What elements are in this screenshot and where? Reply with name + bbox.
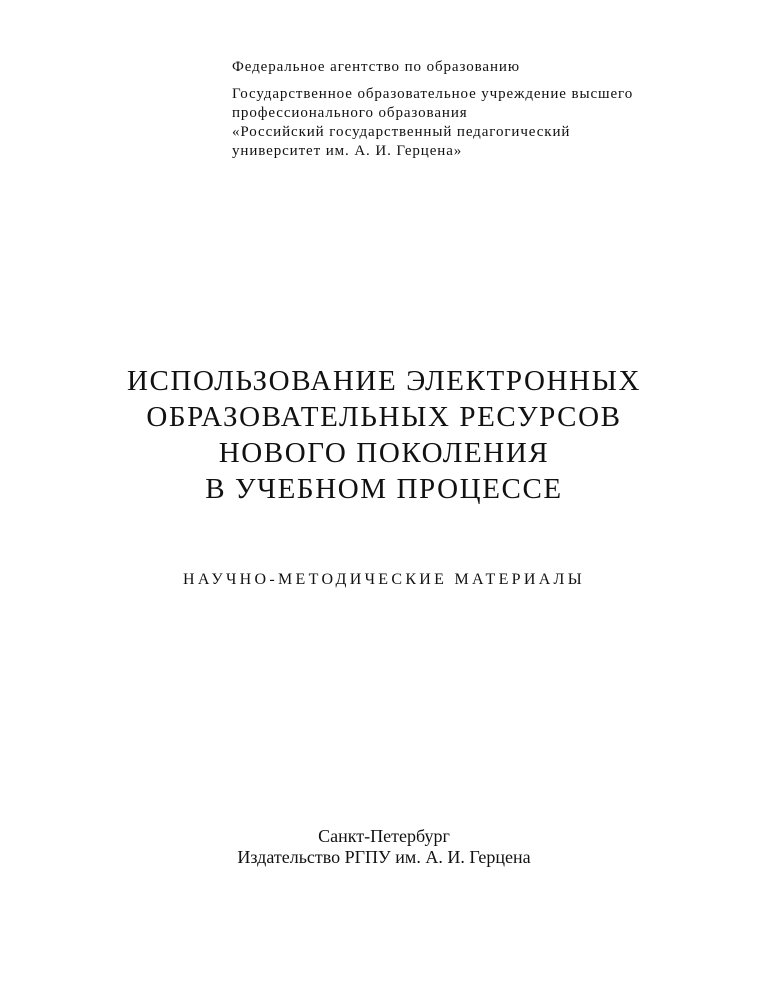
document-title bbox=[0, 363, 768, 507]
publisher-header bbox=[232, 58, 692, 161]
agency-name: Федеральное агентство по образованию bbox=[232, 59, 520, 75]
title-line: ИСПОЛЬЗОВАНИЕ ЭЛЕКТРОННЫХ bbox=[126, 365, 642, 397]
institution-line: Государственное образовательное учреждение высшего bbox=[232, 86, 634, 102]
institution-line: «Российский государственный педагогический bbox=[232, 124, 571, 140]
document-subtitle: НАУЧНО-МЕТОДИЧЕСКИЕ МАТЕРИАЛЫ bbox=[183, 571, 585, 588]
title-line: В УЧЕБНОМ ПРОЦЕССЕ bbox=[205, 473, 563, 505]
institution-name bbox=[232, 85, 692, 161]
institution-line: профессионального образования bbox=[232, 105, 468, 121]
imprint-city: Санкт-Петербург bbox=[318, 826, 450, 846]
institution-line: университет им. А. И. Герцена» bbox=[232, 143, 463, 159]
title-line: ОБРАЗОВАТЕЛЬНЫХ РЕСУРСОВ bbox=[146, 401, 622, 433]
imprint-publisher: Издательство РГПУ им. А. И. Герцена bbox=[237, 847, 531, 867]
imprint bbox=[0, 826, 768, 868]
title-line: НОВОГО ПОКОЛЕНИЯ bbox=[218, 437, 550, 469]
